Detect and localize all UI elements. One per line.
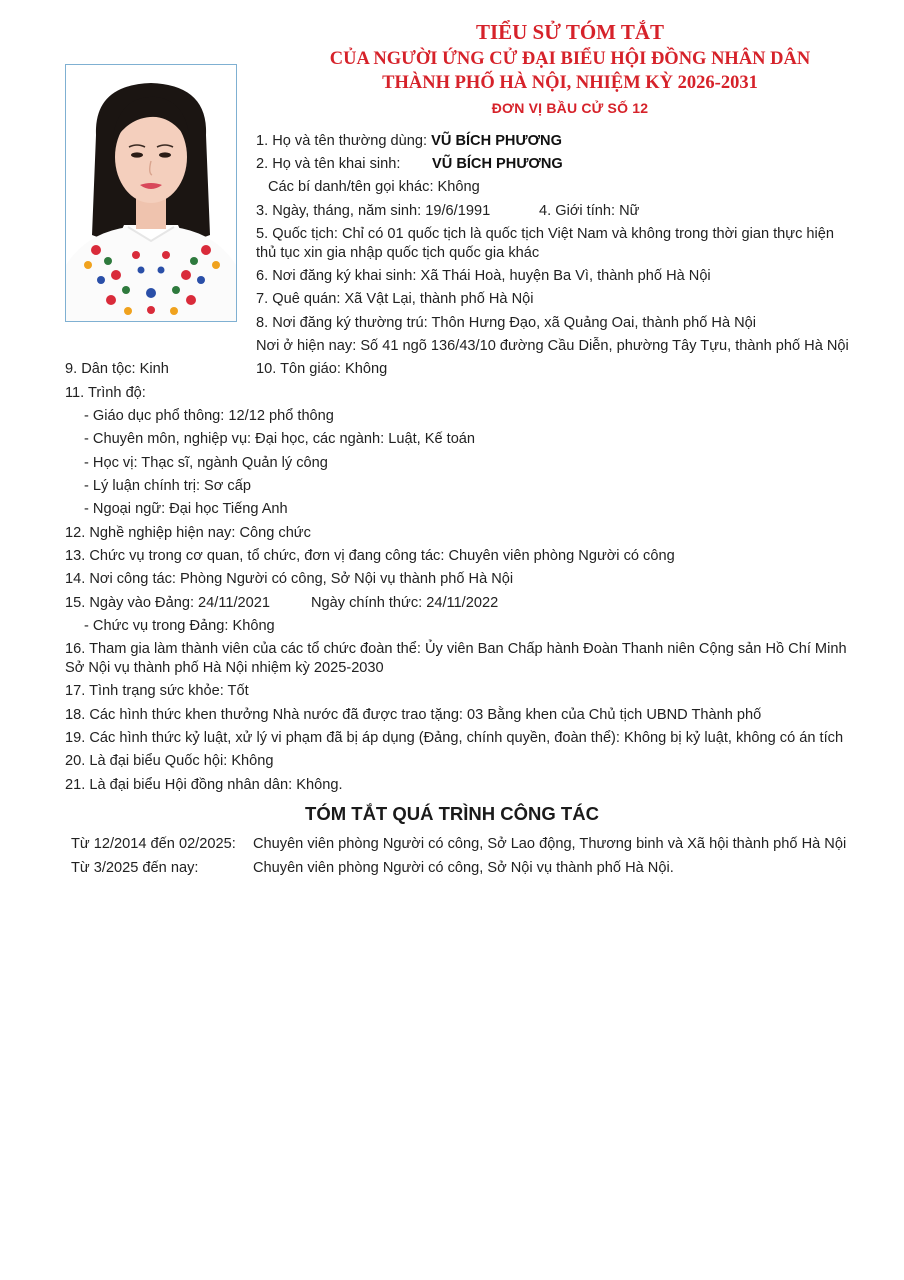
item-4: 4. Giới tính: Nữ xyxy=(539,203,640,219)
item-2-label: 2. Họ và tên khai sinh: xyxy=(256,156,401,172)
item-21: 21. Là đại biểu Hội đồng nhân dân: Không. xyxy=(65,777,343,793)
item-16-line2: Sở Nội vụ thành phố Hà Nội nhiệm kỳ 2025-2030 xyxy=(65,660,384,676)
item-1-label: 1. Họ và tên thường dùng: xyxy=(256,133,428,149)
item-10: 10. Tôn giáo: Không xyxy=(256,361,388,377)
item-5-line1: 5. Quốc tịch: Chỉ có 01 quốc tịch là quốc tịch Việt Nam và không trong thời gian thực hiện xyxy=(256,226,835,242)
work-row-1-period: Từ 12/2014 đến 02/2025: xyxy=(71,836,236,852)
item-11-political-theory: - Lý luận chính trị: Sơ cấp xyxy=(84,478,251,494)
item-1-value: VŨ BÍCH PHƯƠNG xyxy=(431,133,562,149)
item-8: 8. Nơi đăng ký thường trú: Thôn Hưng Đạo, xã Quảng Oai, thành phố Hà Nội xyxy=(256,315,757,331)
item-20: 20. Là đại biểu Quốc hội: Không xyxy=(65,753,274,769)
document-subtitle-line1: CỦA NGƯỜI ỨNG CỬ ĐẠI BIỂU HỘI ĐỒNG NHÂN DÂN xyxy=(329,49,811,69)
item-14: 14. Nơi công tác: Phòng Người có công, Sở Nội vụ thành phố Hà Nội xyxy=(65,571,514,587)
work-row-2-description: Chuyên viên phòng Người có công, Sở Nội vụ thành phố Hà Nội. xyxy=(253,860,674,876)
item-6: 6. Nơi đăng ký khai sinh: Xã Thái Hoà, huyện Ba Vì, thành phố Hà Nội xyxy=(256,268,711,284)
item-3: 3. Ngày, tháng, năm sinh: 19/6/1991 xyxy=(256,203,491,219)
work-row-2-period: Từ 3/2025 đến nay: xyxy=(71,860,199,876)
item-15: 15. Ngày vào Đảng: 24/11/2021 xyxy=(65,595,271,611)
item-18: 18. Các hình thức khen thưởng Nhà nước đã được trao tặng: 03 Bằng khen của Chủ tịch UBND Thành phố xyxy=(65,707,762,723)
item-9: 9. Dân tộc: Kinh xyxy=(65,361,169,377)
item-16-line1: 16. Tham gia làm thành viên của các tổ chức đoàn thể: Ủy viên Ban Chấp hành Đoàn Thanh niên Cộng sản Hồ Chí Minh xyxy=(65,641,847,657)
item-11-foreign-language: - Ngoại ngữ: Đại học Tiếng Anh xyxy=(84,501,288,517)
item-13: 13. Chức vụ trong cơ quan, tổ chức, đơn vị đang công tác: Chuyên viên phòng Người có công xyxy=(65,548,675,564)
item-7: 7. Quê quán: Xã Vật Lại, thành phố Hà Nội xyxy=(256,291,534,307)
item-15-official-date: Ngày chính thức: 24/11/2022 xyxy=(311,595,499,611)
item-11-degree: - Học vị: Thạc sĩ, ngành Quản lý công xyxy=(84,455,328,471)
item-2-value: VŨ BÍCH PHƯƠNG xyxy=(432,156,563,172)
item-15-party-position: - Chức vụ trong Đảng: Không xyxy=(84,618,275,634)
item-17: 17. Tình trạng sức khỏe: Tốt xyxy=(65,683,249,699)
item-11-specialty: - Chuyên môn, nghiệp vụ: Đại học, các ngành: Luật, Kế toán xyxy=(84,431,476,447)
electoral-unit: ĐƠN VỊ BẦU CỬ SỐ 12 xyxy=(491,100,649,116)
item-8-current-address: Nơi ở hiện nay: Số 41 ngõ 136/43/10 đường Cầu Diễn, phường Tây Tựu, thành phố Hà Nội xyxy=(256,338,849,354)
item-2 xyxy=(256,155,400,173)
work-history-title: TÓM TẮT QUÁ TRÌNH CÔNG TÁC xyxy=(305,803,599,824)
document-title: TIỂU SỬ TÓM TẮT xyxy=(475,20,665,44)
item-19: 19. Các hình thức kỷ luật, xử lý vi phạm đã bị áp dụng (Đảng, chính quyền, đoàn thể): Không bị kỷ luật, không có án tích xyxy=(65,730,844,746)
item-5-line2: thủ tục xin gia nhập quốc tịch quốc gia khác xyxy=(256,245,540,261)
work-row-1-description: Chuyên viên phòng Người có công, Sở Lao động, Thương binh và Xã hội thành phố Hà Nội xyxy=(253,836,847,852)
item-11: 11. Trình độ: xyxy=(65,385,146,401)
item-2-aliases: Các bí danh/tên gọi khác: Không xyxy=(268,179,480,195)
item-1 xyxy=(256,132,562,150)
item-11-general-education: - Giáo dục phổ thông: 12/12 phổ thông xyxy=(84,408,334,424)
document-subtitle-line2: THÀNH PHỐ HÀ NỘI, NHIỆM KỲ 2026-2031 xyxy=(382,73,758,93)
item-12: 12. Nghề nghiệp hiện nay: Công chức xyxy=(65,525,311,541)
item-2-value-wrap xyxy=(432,155,563,173)
candidate-portrait xyxy=(65,64,237,322)
